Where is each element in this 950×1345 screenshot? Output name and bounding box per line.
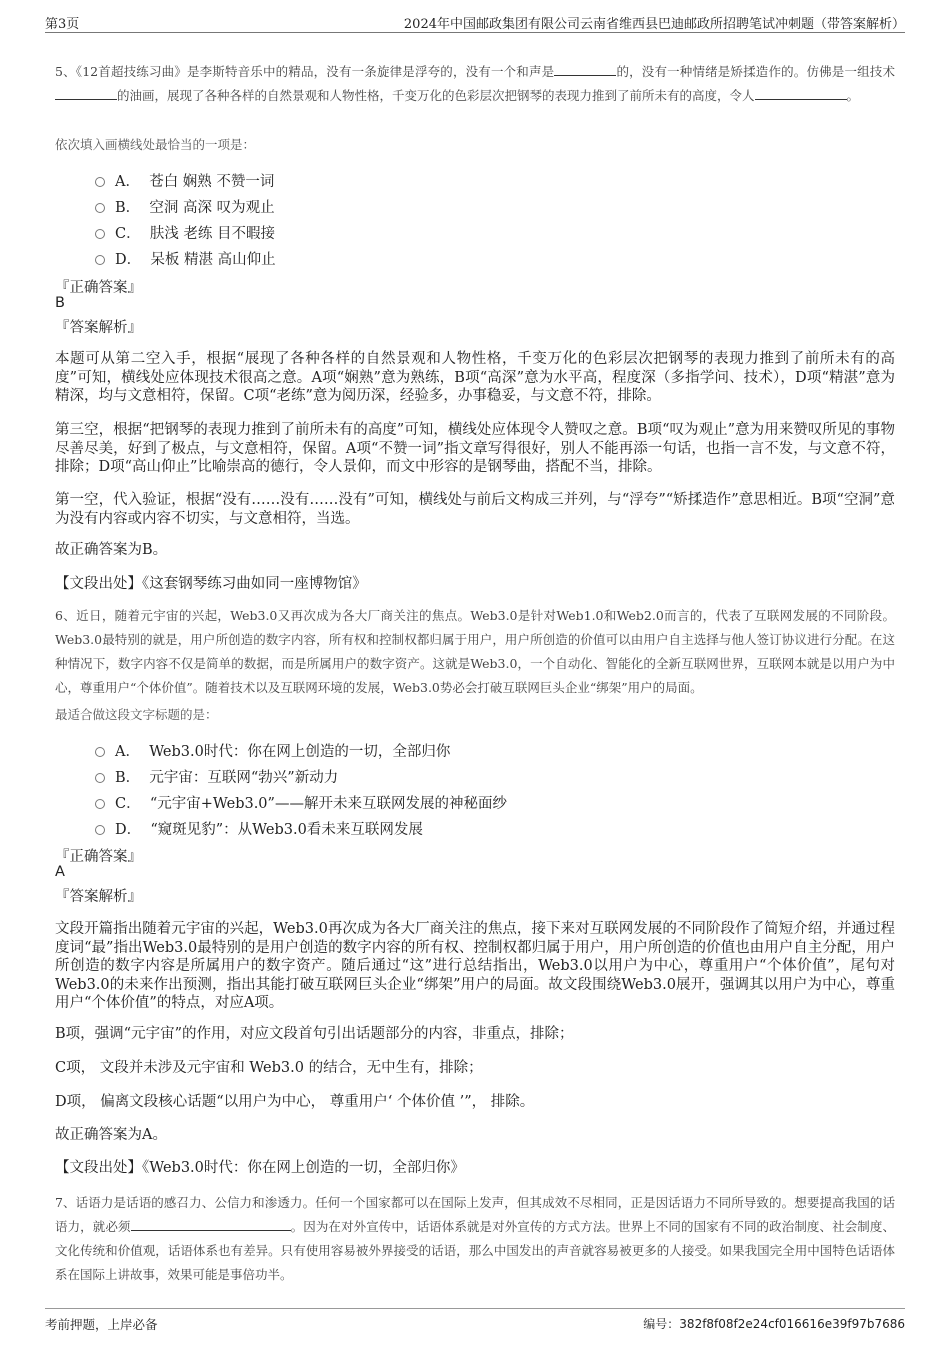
q5-analysis-label: 『答案解析』 (55, 320, 142, 336)
document-code: 编号：382f8f08f2e24cf016616e39f97b7686 (643, 1317, 905, 1331)
question-6-stem: 6、近日，随着元宇宙的兴起，Web3.0又再次成为各大厂商关注的焦点。Web3.0是针对Web1.0和Web2.0而言的，代表了互联网发展的不同阶段。Web3.0最特别的就是，用户所创造的数字内容，所有权和控制权都归属于用户，用户所创造的价值可以由用户自主选择与他人签订协议进行分配。在这种情况下，数字内容不仅是简单的数据，而是所属用户的数字资产。这就是Web3.0，一个自动化、智能化的全新互联网世界，互联网本就是以用户为中心，尊重用户“个体价值”。随着技术以及互联网环境的发展，Web3.0势必会打破互联网巨头企业“绑架”用户的局面。 (55, 608, 895, 695)
q5-source: 【文段出处】《这套钢琴练习曲如同一座博物馆》 (55, 576, 367, 592)
q6-option-c[interactable]: C． “元宇宙+Web3.0”——解开未来互联网发展的神秘面纱 (95, 792, 507, 813)
radio-icon[interactable] (95, 773, 105, 783)
radio-icon[interactable] (95, 799, 105, 809)
q6-analysis-para-4: D项， 偏离文段核心话题“以用户为中心， 尊重用户‘ 个体价值 ’”， 排除。 (55, 1094, 535, 1110)
q6-analysis-label: 『答案解析』 (55, 889, 142, 905)
q5-analysis-para-1: 本题可从第二空入手，根据“展现了各种各样的自然景观和人物性格，千变万化的色彩层次把钢琴的表现力推到了前所未有的高度”可知，横线处应体现技术很高之意。A项“娴熟”意为熟练，B项“高深”意为水平高，程度深（多指学问、技术），D项“精湛”意为精深，均与文意相符，保留。C项“老练”意为阅历深，经验多，办事稳妥，与文意不符，排除。 (55, 351, 895, 404)
q6-option-d[interactable]: D． “窥斑见豹”：从Web3.0看未来互联网发展 (95, 818, 423, 839)
blank-1 (131, 1216, 291, 1231)
document-title: 2024年中国邮政集团有限公司云南省维西县巴迪邮政所招聘笔试冲刺题（带答案解析） (403, 17, 905, 32)
q6-analysis-para-1: 文段开篇指出随着元宇宙的兴起，Web3.0再次成为各大厂商关注的焦点，接下来对互联网发展的不同阶段作了简短介绍，并通过程度词“最”指出Web3.0最特别的是用户创造的数字内容的所有权、控制权都归属于用户，用户所创造的价值也由用户自主分配，用户所创造的数字内容是所属用户的数字资产。随后通过“这”进行总结指出，Web3.0以用户为中心，尊重用户“个体价值”，尾句对Web3.0的未来作出预测，指出其能打破互联网巨头企业“绑架”用户的局面。故文段围绕Web3.0展开，强调其以用户为中心，尊重用户“个体价值”的特点，对应A项。 (55, 921, 895, 1011)
q5-conclusion: 故正确答案为B。 (55, 542, 168, 558)
page-number: 第3页 (45, 17, 80, 32)
radio-icon[interactable] (95, 229, 105, 239)
q6-analysis-para-3: C项， 文段并未涉及元宇宙和 Web3.0 的结合，无中生有，排除； (55, 1060, 483, 1076)
blank-2 (55, 85, 117, 100)
q5-answer-label: 『正确答案』 (55, 280, 142, 296)
q5-option-b[interactable]: B． 空洞 高深 叹为观止 (95, 196, 275, 217)
footer-slogan: 考前押题，上岸必备 (45, 1317, 158, 1332)
q6-source: 【文段出处】《Web3.0时代：你在网上创造的一切，全部归你》 (55, 1160, 465, 1176)
q6-answer-label: 『正确答案』 (55, 849, 142, 865)
question-5-stem: 5、《12首超技练习曲》是李斯特音乐中的精品，没有一条旋律是浮夸的，没有一个和声是 的，没有一种情绪是矫揉造作的。仿佛是一组技术的油画，展现了各种各样的自然景观和人物性格，千变万化的色彩层次把钢琴的表现力推到了前所未有的高度，令人 。 (55, 60, 895, 108)
q6-analysis-para-2: B项，强调“元宇宙”的作用，对应文段首句引出话题部分的内容，非重点，排除； (55, 1026, 574, 1042)
radio-icon[interactable] (95, 255, 105, 265)
q6-option-a[interactable]: A． Web3.0时代：你在网上创造的一切，全部归你 (95, 740, 450, 761)
blank-3 (755, 85, 847, 100)
page-footer (45, 1308, 905, 1333)
q5-option-c[interactable]: C． 肤浅 老练 目不暇接 (95, 222, 275, 243)
q5-option-d[interactable]: D． 呆板 精湛 高山仰止 (95, 248, 276, 269)
q6-answer: A (55, 864, 65, 880)
q6-conclusion: 故正确答案为A。 (55, 1127, 167, 1143)
q5-option-a[interactable]: A． 苍白 娴熟 不赞一词 (95, 170, 274, 191)
q5-analysis-para-2: 第三空，根据“把钢琴的表现力推到了前所未有的高度”可知，横线处应体现令人赞叹之意。B项“叹为观止”意为用来赞叹所见的事物尽善尽美，好到了极点，与文意相符，保留。A项“不赞一词”指文章写得很好，别人不能再添一句话，也指一言不发，与文意不符，排除；D项“高山仰止”比喻崇高的德行，令人景仰，而文中形容的是钢琴曲，搭配不当，排除。 (55, 422, 895, 475)
question-7-stem: 7、话语力是话语的感召力、公信力和渗透力。任何一个国家都可以在国际上发声，但其成效不尽相同，正是因话语力不同所导致的。想要提高我国的话语力，就必须 。因为在对外宣传中，话语体系就是对外宣传的方式方法。世界上不同的国家有不同的政治制度、社会制度、文化传统和价值观，话语体系也有差异。只有使用容易被外界接受的话语，那么中国发出的声音就容易被更多的人接受。如果我国完全用中国特色话语体系在国际上讲故事，效果可能是事倍功半。 (55, 1195, 895, 1282)
q6-option-b[interactable]: B． 元宇宙：互联网“勃兴”新动力 (95, 766, 338, 787)
radio-icon[interactable] (95, 177, 105, 187)
q5-analysis-para-3: 第一空，代入验证，根据“没有……没有……没有”可知，横线处与前后文构成三并列，与“浮夸”“矫揉造作”意思相近。B项“空洞”意为没有内容或内容不切实，与文意相符，当选。 (55, 492, 895, 527)
radio-icon[interactable] (95, 203, 105, 213)
q5-answer: B (55, 295, 65, 311)
question-5-prompt: 依次填入画横线处最恰当的一项是： (55, 137, 256, 152)
question-6-prompt: 最适合做这段文字标题的是： (55, 707, 218, 722)
blank-1 (554, 61, 616, 76)
radio-icon[interactable] (95, 747, 105, 757)
page-header (45, 10, 905, 33)
radio-icon[interactable] (95, 825, 105, 835)
